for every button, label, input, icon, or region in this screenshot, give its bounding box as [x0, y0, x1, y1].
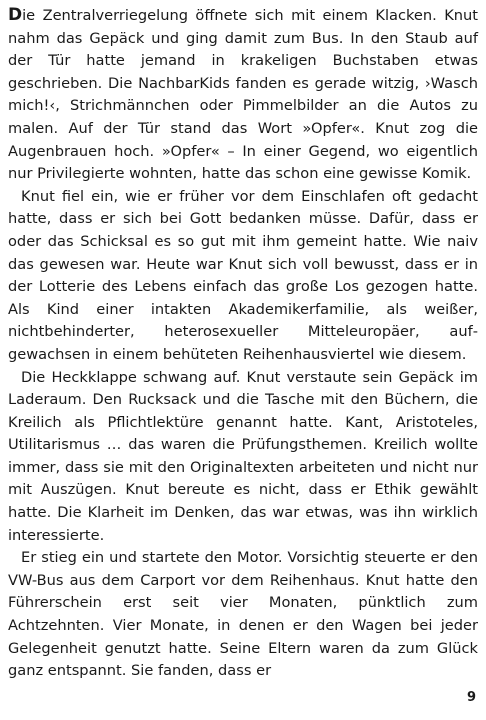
- paragraph-2: Knut fiel ein, wie er früher vor dem Einschlafen oft gedacht hatte, dass er sich bei Gott bedanken müsse. Dafür, dass er oder das Schicksal es so gut mit ihm gemeint hatte. Wie naiv das gewesen war. Heute war Knut sich voll bewusst, dass er in der Lotterie des Lebens einfach das große Los gezogen hatte. Als Kind einer intakten Akademikerfamilie, als weißer, nichtbehinderter, heterosexueller Mitteleuropäer, aufgewachsen in einem behüteten Reihenhausviertel wie diesem.: [8, 187, 478, 363]
- body-text: [8, 4, 478, 683]
- paragraph-4: Er stieg ein und startete den Motor. Vorsichtig steuerte er den VW-Bus aus dem Carport vor dem Reihenhaus. Knut hatte den Führerschein erst seit vier Monaten, pünktlich zum Achtzehnten. Vier Monate, in denen er den Wagen bei jeder Gelegenheit genutzt hatte. Seine Eltern waren da zum Glück ganz entspannt. Sie fanden, dass er: [8, 549, 478, 680]
- initial-letter: D: [8, 5, 23, 25]
- paragraph-text: ie Zentralverriegelung öffnete sich mit einem Klacken. Knut nahm das Gepäck und ging damit zum Bus. In den Staub auf der Tür hatte jemand in krakeligen Buchstaben etwas geschrieben. Die NachbarKids fanden es gerade witzig, ›Wasch mich!‹, Strichmännchen oder Pimmelbilder an die Autos zu malen. Auf der Tür stand das Wort »Opfer«. Knut zog die Augenbrauen hoch. »Opfer« – In einer Gegend, wo eigentlich nur Privilegierte wohnten, hatte das schon eine gewisse Komik.: [8, 7, 478, 183]
- paragraph-1: [8, 4, 478, 186]
- paragraph-3: Die Heckklappe schwang auf. Knut verstaute sein Gepäck im Laderaum. Den Rucksack und die Tasche mit den Büchern, die Kreilich als Pflichtlektüre genannt hatte. Kant, Aristoteles, Utilitarismus … das waren die Prüfungsthemen. Kreilich wollte immer, dass sie mit den Originaltexten arbeiteten und nicht nur mit Auszügen. Knut bereute es nicht, dass er Ethik gewählt hatte. Die Klarheit im Denken, das war etwas, was ihn wirklich interessierte.: [8, 368, 478, 544]
- page-number: 9: [466, 690, 476, 705]
